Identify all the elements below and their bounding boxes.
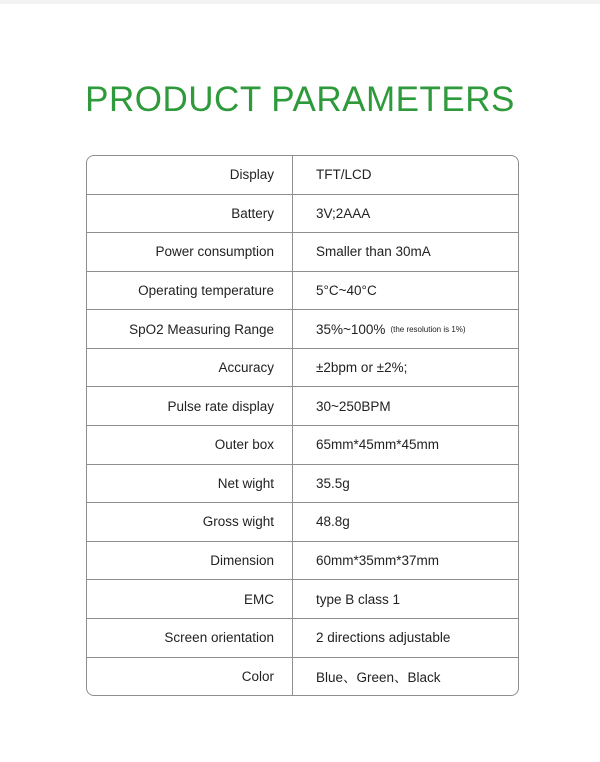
parameter-value-cell — [293, 156, 518, 194]
parameter-value-cell — [293, 658, 518, 696]
parameter-value-cell — [293, 542, 518, 580]
parameter-value-cell — [293, 233, 518, 271]
parameter-value: 60mm*35mm*37mm — [316, 553, 440, 569]
table-row — [87, 349, 518, 388]
table-row — [87, 619, 518, 658]
parameter-label: Pulse rate display — [87, 387, 293, 425]
table-row — [87, 272, 518, 311]
parameter-value-cell — [293, 426, 518, 464]
parameter-label: Accuracy — [87, 349, 293, 387]
parameters-table — [86, 155, 519, 696]
parameter-value: type B class 1 — [316, 591, 401, 607]
page-title: PRODUCT PARAMETERS — [85, 80, 515, 119]
parameter-value-cell — [293, 465, 518, 503]
table-row — [87, 233, 518, 272]
table-row — [87, 542, 518, 581]
parameter-label: SpO2 Measuring Range — [87, 310, 293, 348]
parameter-value-cell — [293, 272, 518, 310]
parameter-value-cell — [293, 387, 518, 425]
parameter-value: ±2bpm or ±2%; — [316, 360, 408, 376]
table-row — [87, 310, 518, 349]
table-row — [87, 580, 518, 619]
parameter-value-cell — [293, 349, 518, 387]
parameter-value-cell — [293, 310, 518, 348]
parameter-value: 48.8g — [316, 514, 350, 530]
parameter-label: Color — [87, 658, 293, 696]
top-divider — [0, 0, 600, 4]
parameter-label: Outer box — [87, 426, 293, 464]
parameter-label: Net wight — [87, 465, 293, 503]
parameter-label: Dimension — [87, 542, 293, 580]
parameter-label: Display — [87, 156, 293, 194]
parameter-label: Battery — [87, 195, 293, 233]
parameter-value-cell — [293, 503, 518, 541]
table-row — [87, 195, 518, 234]
table-row — [87, 658, 518, 696]
parameter-value: 30~250BPM — [316, 398, 391, 414]
parameter-value: 5°C~40°C — [316, 283, 377, 299]
parameter-value-note: (the resolution is 1%) — [390, 324, 466, 334]
parameter-label: Screen orientation — [87, 619, 293, 657]
table-row — [87, 465, 518, 504]
parameter-value: Blue、Green、Black — [316, 670, 441, 686]
parameter-value-cell — [293, 195, 518, 233]
parameter-value: 35.5g — [316, 475, 350, 491]
parameter-value: 3V;2AAA — [316, 205, 371, 221]
parameter-value: 65mm*45mm*45mm — [316, 437, 440, 453]
parameter-value-cell — [293, 619, 518, 657]
parameter-label: Operating temperature — [87, 272, 293, 310]
parameter-value-cell — [293, 580, 518, 618]
table-row — [87, 503, 518, 542]
table-row — [87, 387, 518, 426]
parameter-value: Smaller than 30mA — [316, 244, 431, 260]
parameter-value: TFT/LCD — [316, 167, 372, 183]
table-row — [87, 426, 518, 465]
table-row — [87, 156, 518, 195]
parameter-value: 2 directions adjustable — [316, 630, 451, 646]
parameter-label: Gross wight — [87, 503, 293, 541]
parameter-value: 35%~100% — [316, 321, 386, 337]
parameter-label: EMC — [87, 580, 293, 618]
parameter-label: Power consumption — [87, 233, 293, 271]
